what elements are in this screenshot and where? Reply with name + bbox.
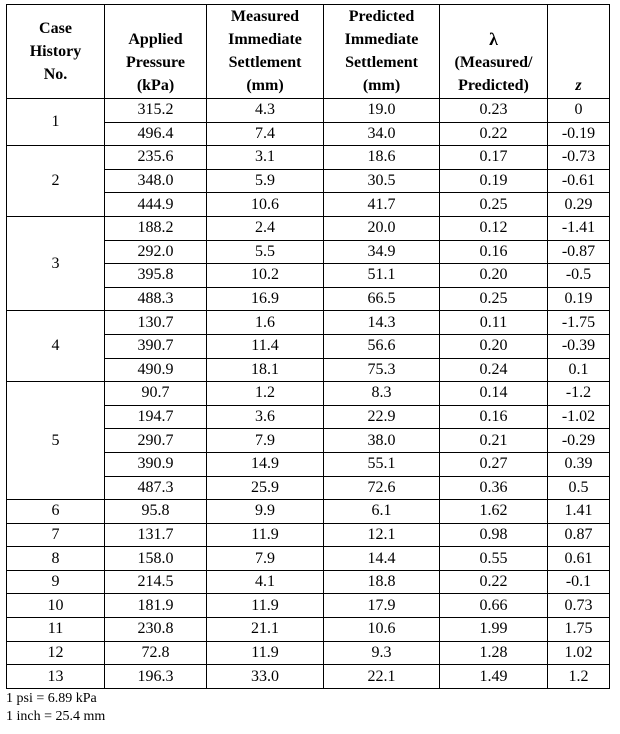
measured-settlement-cell: 10.2 bbox=[207, 264, 324, 288]
lambda-cell: 0.23 bbox=[440, 99, 548, 123]
case-history-cell: 4 bbox=[7, 311, 105, 382]
z-cell: -0.39 bbox=[548, 334, 610, 358]
measured-settlement-cell: 7.4 bbox=[207, 122, 324, 146]
measured-settlement-cell: 7.9 bbox=[207, 429, 324, 453]
settlement-table bbox=[6, 4, 610, 689]
applied-pressure-cell: 158.0 bbox=[105, 547, 207, 571]
measured-settlement-cell: 3.1 bbox=[207, 146, 324, 170]
measured-settlement-cell: 4.1 bbox=[207, 570, 324, 594]
predicted-settlement-cell: 9.3 bbox=[324, 641, 440, 665]
case-history-cell: 6 bbox=[7, 500, 105, 524]
predicted-settlement-cell: 10.6 bbox=[324, 618, 440, 642]
z-cell: -1.2 bbox=[548, 382, 610, 406]
predicted-settlement-cell: 8.3 bbox=[324, 382, 440, 406]
lambda-cell: 0.27 bbox=[440, 452, 548, 476]
z-cell: 0.29 bbox=[548, 193, 610, 217]
predicted-settlement-cell: 75.3 bbox=[324, 358, 440, 382]
z-cell: -1.75 bbox=[548, 311, 610, 335]
predicted-settlement-cell: 38.0 bbox=[324, 429, 440, 453]
lambda-cell: 1.99 bbox=[440, 618, 548, 642]
table-row bbox=[7, 570, 610, 594]
measured-settlement-cell: 18.1 bbox=[207, 358, 324, 382]
z-cell: 1.41 bbox=[548, 500, 610, 524]
lambda-cell: 0.25 bbox=[440, 287, 548, 311]
lambda-cell: 0.14 bbox=[440, 382, 548, 406]
header-predicted-line-3: Settlement bbox=[345, 54, 418, 71]
lambda-cell: 0.19 bbox=[440, 169, 548, 193]
lambda-cell: 0.66 bbox=[440, 594, 548, 618]
header-row bbox=[7, 5, 610, 99]
unit-notes bbox=[6, 690, 105, 726]
measured-settlement-cell: 9.9 bbox=[207, 500, 324, 524]
z-cell: 0 bbox=[548, 99, 610, 123]
predicted-settlement-cell: 12.1 bbox=[324, 523, 440, 547]
applied-pressure-cell: 230.8 bbox=[105, 618, 207, 642]
predicted-settlement-cell: 20.0 bbox=[324, 216, 440, 240]
case-history-cell: 3 bbox=[7, 216, 105, 310]
header-measured-line-4: (mm) bbox=[246, 77, 284, 94]
predicted-settlement-cell: 30.5 bbox=[324, 169, 440, 193]
header-pressure-line-3: (kPa) bbox=[136, 77, 175, 94]
case-history-cell: 8 bbox=[7, 547, 105, 571]
z-cell: 1.2 bbox=[548, 665, 610, 689]
header-lambda-line-3: Predicted) bbox=[458, 77, 529, 94]
z-cell: 0.87 bbox=[548, 523, 610, 547]
lambda-cell: 0.16 bbox=[440, 405, 548, 429]
header-predicted-settlement bbox=[324, 5, 440, 99]
predicted-settlement-cell: 56.6 bbox=[324, 334, 440, 358]
applied-pressure-cell: 235.6 bbox=[105, 146, 207, 170]
measured-settlement-cell: 33.0 bbox=[207, 665, 324, 689]
lambda-cell: 0.25 bbox=[440, 193, 548, 217]
table-row bbox=[7, 311, 610, 335]
applied-pressure-cell: 390.9 bbox=[105, 452, 207, 476]
lambda-cell: 0.16 bbox=[440, 240, 548, 264]
applied-pressure-cell: 181.9 bbox=[105, 594, 207, 618]
measured-settlement-cell: 14.9 bbox=[207, 452, 324, 476]
lambda-cell: 0.22 bbox=[440, 570, 548, 594]
applied-pressure-cell: 292.0 bbox=[105, 240, 207, 264]
lambda-cell: 0.98 bbox=[440, 523, 548, 547]
measured-settlement-cell: 11.4 bbox=[207, 334, 324, 358]
table-row bbox=[7, 382, 610, 406]
predicted-settlement-cell: 51.1 bbox=[324, 264, 440, 288]
applied-pressure-cell: 348.0 bbox=[105, 169, 207, 193]
measured-settlement-cell: 10.6 bbox=[207, 193, 324, 217]
measured-settlement-cell: 1.2 bbox=[207, 382, 324, 406]
table-row bbox=[7, 500, 610, 524]
predicted-settlement-cell: 14.3 bbox=[324, 311, 440, 335]
settlement-table-container bbox=[6, 4, 609, 689]
predicted-settlement-cell: 41.7 bbox=[324, 193, 440, 217]
predicted-settlement-cell: 14.4 bbox=[324, 547, 440, 571]
header-lambda bbox=[440, 5, 548, 99]
header-measured-line-2: Immediate bbox=[228, 31, 302, 48]
lambda-cell: 0.21 bbox=[440, 429, 548, 453]
applied-pressure-cell: 196.3 bbox=[105, 665, 207, 689]
z-cell: -0.19 bbox=[548, 122, 610, 146]
header-pressure-line-1: Applied bbox=[128, 31, 183, 48]
z-cell: 0.61 bbox=[548, 547, 610, 571]
lambda-cell: 0.12 bbox=[440, 216, 548, 240]
z-cell: -0.73 bbox=[548, 146, 610, 170]
header-case-line-1: Case bbox=[39, 20, 72, 37]
predicted-settlement-cell: 55.1 bbox=[324, 452, 440, 476]
applied-pressure-cell: 194.7 bbox=[105, 405, 207, 429]
case-history-cell: 11 bbox=[7, 618, 105, 642]
lambda-cell: 0.24 bbox=[440, 358, 548, 382]
measured-settlement-cell: 7.9 bbox=[207, 547, 324, 571]
lambda-cell: 1.62 bbox=[440, 500, 548, 524]
case-history-cell: 13 bbox=[7, 665, 105, 689]
applied-pressure-cell: 488.3 bbox=[105, 287, 207, 311]
z-cell: 0.39 bbox=[548, 452, 610, 476]
applied-pressure-cell: 490.9 bbox=[105, 358, 207, 382]
measured-settlement-cell: 5.9 bbox=[207, 169, 324, 193]
header-predicted-line-1: Predicted bbox=[348, 8, 415, 25]
header-predicted-line-4: (mm) bbox=[362, 77, 401, 94]
applied-pressure-cell: 496.4 bbox=[105, 122, 207, 146]
lambda-cell: 1.49 bbox=[440, 665, 548, 689]
z-cell: -0.5 bbox=[548, 264, 610, 288]
z-cell: -1.41 bbox=[548, 216, 610, 240]
measured-settlement-cell: 11.9 bbox=[207, 594, 324, 618]
header-lambda-line-2: (Measured/ bbox=[454, 54, 533, 71]
measured-settlement-cell: 5.5 bbox=[207, 240, 324, 264]
applied-pressure-cell: 390.7 bbox=[105, 334, 207, 358]
predicted-settlement-cell: 18.6 bbox=[324, 146, 440, 170]
case-history-cell: 12 bbox=[7, 641, 105, 665]
applied-pressure-cell: 444.9 bbox=[105, 193, 207, 217]
applied-pressure-cell: 315.2 bbox=[105, 99, 207, 123]
case-history-cell: 10 bbox=[7, 594, 105, 618]
lambda-cell: 0.36 bbox=[440, 476, 548, 500]
predicted-settlement-cell: 22.1 bbox=[324, 665, 440, 689]
table-row bbox=[7, 641, 610, 665]
header-measured-settlement bbox=[207, 5, 324, 99]
table-row bbox=[7, 99, 610, 123]
header-z bbox=[548, 5, 610, 99]
header-measured-line-3: Settlement bbox=[228, 54, 302, 71]
z-cell: -0.29 bbox=[548, 429, 610, 453]
table-row bbox=[7, 618, 610, 642]
case-history-cell: 2 bbox=[7, 146, 105, 217]
measured-settlement-cell: 4.3 bbox=[207, 99, 324, 123]
z-cell: 0.73 bbox=[548, 594, 610, 618]
table-row bbox=[7, 665, 610, 689]
predicted-settlement-cell: 19.0 bbox=[324, 99, 440, 123]
measured-settlement-cell: 25.9 bbox=[207, 476, 324, 500]
table-body bbox=[7, 99, 610, 689]
applied-pressure-cell: 487.3 bbox=[105, 476, 207, 500]
header-applied-pressure bbox=[105, 5, 207, 99]
predicted-settlement-cell: 66.5 bbox=[324, 287, 440, 311]
table-row bbox=[7, 523, 610, 547]
applied-pressure-cell: 131.7 bbox=[105, 523, 207, 547]
predicted-settlement-cell: 17.9 bbox=[324, 594, 440, 618]
header-case-line-2: History bbox=[29, 43, 82, 60]
header-pressure-line-2: Pressure bbox=[126, 54, 185, 71]
applied-pressure-cell: 130.7 bbox=[105, 311, 207, 335]
predicted-settlement-cell: 72.6 bbox=[324, 476, 440, 500]
measured-settlement-cell: 21.1 bbox=[207, 618, 324, 642]
z-cell: -0.1 bbox=[548, 570, 610, 594]
z-cell: -0.87 bbox=[548, 240, 610, 264]
header-z-symbol: z bbox=[575, 77, 582, 94]
case-history-cell: 5 bbox=[7, 382, 105, 500]
lambda-cell: 1.28 bbox=[440, 641, 548, 665]
applied-pressure-cell: 290.7 bbox=[105, 429, 207, 453]
lambda-cell: 0.17 bbox=[440, 146, 548, 170]
header-case-line-3: No. bbox=[43, 66, 68, 83]
lambda-cell: 0.55 bbox=[440, 547, 548, 571]
predicted-settlement-cell: 34.0 bbox=[324, 122, 440, 146]
lambda-cell: 0.20 bbox=[440, 264, 548, 288]
case-history-cell: 7 bbox=[7, 523, 105, 547]
z-cell: 0.1 bbox=[548, 358, 610, 382]
predicted-settlement-cell: 18.8 bbox=[324, 570, 440, 594]
applied-pressure-cell: 214.5 bbox=[105, 570, 207, 594]
table-row bbox=[7, 216, 610, 240]
predicted-settlement-cell: 22.9 bbox=[324, 405, 440, 429]
case-history-cell: 9 bbox=[7, 570, 105, 594]
header-lambda-symbol: λ bbox=[489, 29, 498, 49]
lambda-cell: 0.20 bbox=[440, 334, 548, 358]
header-predicted-line-2: Immediate bbox=[344, 31, 419, 48]
case-history-cell: 1 bbox=[7, 99, 105, 146]
z-cell: -0.61 bbox=[548, 169, 610, 193]
measured-settlement-cell: 3.6 bbox=[207, 405, 324, 429]
lambda-cell: 0.22 bbox=[440, 122, 548, 146]
lambda-cell: 0.11 bbox=[440, 311, 548, 335]
table-row bbox=[7, 547, 610, 571]
measured-settlement-cell: 1.6 bbox=[207, 311, 324, 335]
measured-settlement-cell: 16.9 bbox=[207, 287, 324, 311]
table-row bbox=[7, 594, 610, 618]
measured-settlement-cell: 11.9 bbox=[207, 641, 324, 665]
note-psi: 1 psi = 6.89 kPa bbox=[6, 691, 97, 706]
z-cell: 0.5 bbox=[548, 476, 610, 500]
z-cell: 0.19 bbox=[548, 287, 610, 311]
header-case-history bbox=[7, 5, 105, 99]
z-cell: -1.02 bbox=[548, 405, 610, 429]
applied-pressure-cell: 188.2 bbox=[105, 216, 207, 240]
applied-pressure-cell: 395.8 bbox=[105, 264, 207, 288]
predicted-settlement-cell: 6.1 bbox=[324, 500, 440, 524]
applied-pressure-cell: 90.7 bbox=[105, 382, 207, 406]
z-cell: 1.02 bbox=[548, 641, 610, 665]
header-measured-line-1: Measured bbox=[230, 8, 300, 25]
table-row bbox=[7, 146, 610, 170]
applied-pressure-cell: 95.8 bbox=[105, 500, 207, 524]
measured-settlement-cell: 11.9 bbox=[207, 523, 324, 547]
predicted-settlement-cell: 34.9 bbox=[324, 240, 440, 264]
applied-pressure-cell: 72.8 bbox=[105, 641, 207, 665]
note-inch: 1 inch = 25.4 mm bbox=[6, 709, 106, 724]
z-cell: 1.75 bbox=[548, 618, 610, 642]
measured-settlement-cell: 2.4 bbox=[207, 216, 324, 240]
